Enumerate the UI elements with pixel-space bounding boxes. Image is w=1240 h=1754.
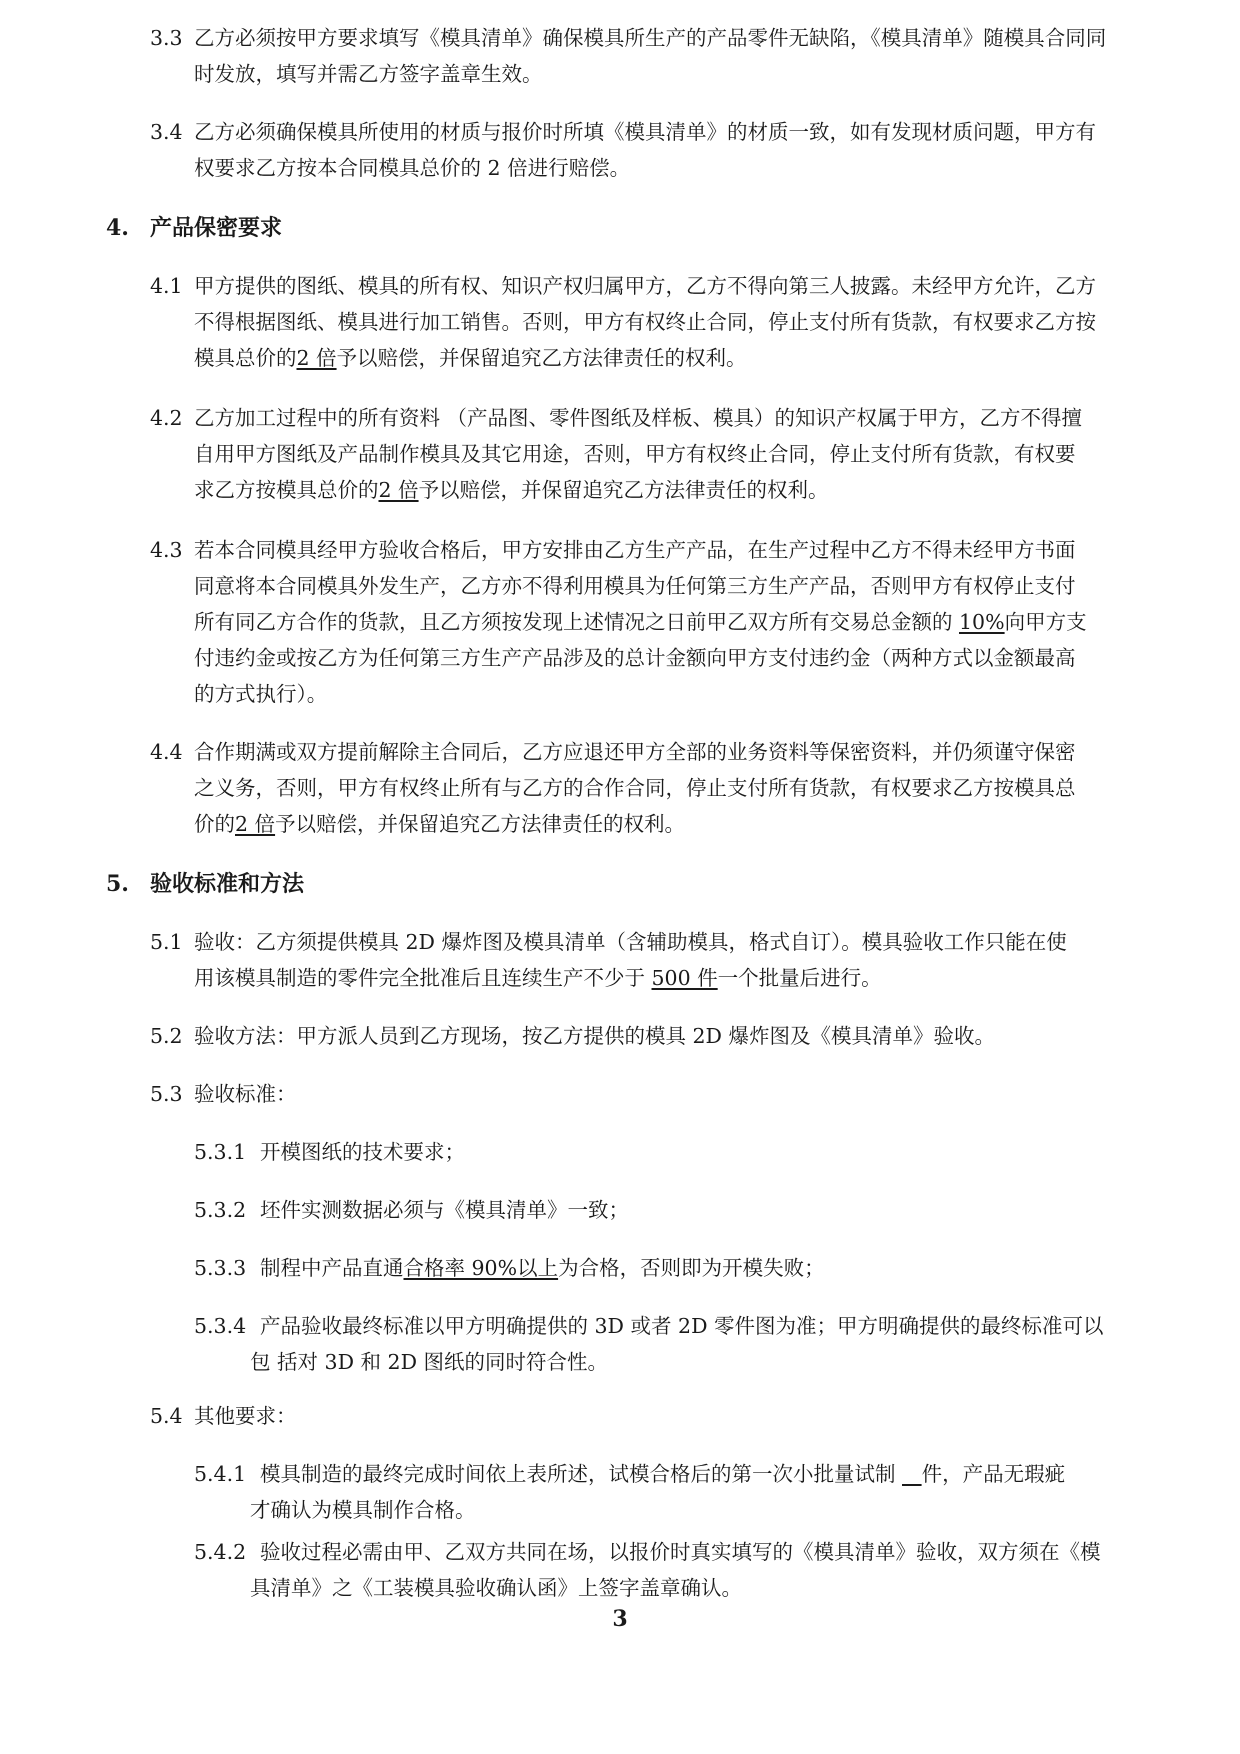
underlined-term: 合格率 90%以上: [403, 1256, 559, 1280]
section-title: 产品保密要求: [150, 215, 283, 241]
text-segment: 向甲方支: [1004, 610, 1087, 634]
clause-number: 4.4: [150, 740, 183, 764]
clause-text-line: [150, 806, 1076, 842]
clause-text-line: 不得根据图纸、模具进行加工销售。否则，甲方有权终止合同，停止支付所有货款，有权要求乙方按: [194, 310, 1096, 334]
clause-5-4-1: [194, 1456, 1065, 1528]
clause-3-4: [150, 114, 1096, 186]
clause-text-line: 其他要求：: [194, 1404, 297, 1428]
clause-number: 4.2: [150, 406, 183, 430]
clause-text-line: 的方式执行）。: [194, 682, 328, 706]
clause-text-line: 包 括对 3D 和 2D 图纸的同时符合性。: [250, 1350, 609, 1374]
text-segment: 模具制造的最终完成时间依上表所述，试模合格后的第一次小批量试制: [260, 1462, 903, 1486]
clause-text-line: 开模图纸的技术要求；: [260, 1140, 465, 1164]
clause-text-line: 自用甲方图纸及产品制作模具及其它用途，否则，甲方有权终止合同，停止支付所有货款，有权要: [194, 442, 1076, 466]
clause-text-line: [194, 1250, 825, 1286]
clause-3-3: [150, 20, 1106, 92]
clause-text-line: 同意将本合同模具外发生产，乙方亦不得利用模具为任何第三方生产产品，否则甲方有权停止支付: [194, 574, 1076, 598]
text-segment: 一个批量后进行。: [717, 966, 882, 990]
section-heading-5: [106, 866, 304, 902]
clause-text-line: 验收方法：甲方派人员到乙方现场，按乙方提供的模具 2D 爆炸图及《模具清单》验收。: [194, 1024, 996, 1048]
clause-5-3-1: [194, 1134, 465, 1170]
text-segment: 予以赔偿，并保留追究乙方法律责任的权利。: [336, 346, 747, 370]
clause-text-line: 验收过程必需由甲、乙双方共同在场，以报价时真实填写的《模具清单》验收，双方须在《模: [260, 1540, 1101, 1564]
clause-5-3-4: [194, 1308, 1104, 1380]
clause-number: 5.4: [150, 1404, 183, 1428]
clause-text-line: [150, 472, 1082, 508]
clause-text-line: 付违约金或按乙方为任何第三方生产产品涉及的总计金额向甲方支付违约金（两种方式以金额最高: [194, 646, 1076, 670]
page-number: 3: [612, 1606, 628, 1632]
clause-text-line: 乙方必须按甲方要求填写《模具清单》确保模具所生产的产品零件无缺陷，《模具清单》随模具合同同: [194, 26, 1107, 50]
text-segment: 制程中产品直通: [260, 1256, 404, 1280]
clause-text-line: 验收：乙方须提供模具 2D 爆炸图及模具清单（含辅助模具，格式自订）。模具验收工作只能在使: [194, 930, 1067, 954]
clause-4-4: [150, 734, 1076, 842]
section-heading-4: [106, 210, 282, 246]
clause-5-4: [150, 1398, 297, 1434]
clause-text-line: 乙方加工过程中的所有资料 （产品图、零件图纸及样板、模具）的知识产权属于甲方，乙方不得擅: [194, 406, 1083, 430]
clause-number: 5.4.1: [194, 1462, 247, 1486]
clause-number: 5.2: [150, 1024, 183, 1048]
clause-number: 5.4.2: [194, 1540, 247, 1564]
clause-5-2: [150, 1018, 995, 1054]
clause-text-line: 甲方提供的图纸、模具的所有权、知识产权归属甲方，乙方不得向第三人披露。未经甲方允许，乙方: [194, 274, 1096, 298]
clause-text-line: [150, 604, 1087, 640]
text-segment: 价的: [194, 812, 235, 836]
clause-number: 4.1: [150, 274, 183, 298]
clause-text-line: 坯件实测数据必须与《模具清单》一致；: [260, 1198, 629, 1222]
clause-5-1: [150, 924, 1067, 996]
clause-number: 5.3.1: [194, 1140, 247, 1164]
clause-5-3-2: [194, 1192, 629, 1228]
section-number: 4.: [106, 215, 129, 241]
text-segment: 予以赔偿，并保留追究乙方法律责任的权利。: [418, 478, 829, 502]
clause-4-2: [150, 400, 1082, 508]
underlined-term: 2 倍: [378, 478, 419, 502]
section-number: 5.: [106, 871, 129, 897]
clause-number: 5.3.2: [194, 1198, 247, 1222]
clause-4-1: [150, 268, 1096, 376]
underlined-term: 2 倍: [296, 346, 337, 370]
clause-text-line: 产品验收最终标准以甲方明确提供的 3D 或者 2D 零件图为准；甲方明确提供的最终标准可以: [260, 1314, 1104, 1338]
clause-text-line: 验收标准：: [194, 1082, 297, 1106]
clause-text-line: 若本合同模具经甲方验收合格后，甲方安排由乙方生产产品，在生产过程中乙方不得未经甲方书面: [194, 538, 1076, 562]
text-segment: 求乙方按模具总价的: [194, 478, 379, 502]
clause-number: 5.3.3: [194, 1256, 247, 1280]
text-segment: 模具总价的: [194, 346, 297, 370]
clause-text-line: [150, 960, 1067, 996]
clause-text-line: 乙方必须确保模具所使用的材质与报价时所填《模具清单》的材质一致，如有发现材质问题，甲方有: [194, 120, 1096, 144]
clause-number: 5.3: [150, 1082, 183, 1106]
clause-text-line: 具清单》之《工装模具验收确认函》上签字盖章确认。: [250, 1576, 742, 1600]
clause-text-line: [194, 1456, 1065, 1492]
text-segment: 用该模具制造的零件完全批准后且连续生产不少于: [194, 966, 652, 990]
text-segment: 为合格，否则即为开模失败；: [558, 1256, 825, 1280]
clause-5-3: [150, 1076, 297, 1112]
clause-number: 4.3: [150, 538, 183, 562]
clause-5-3-3: [194, 1250, 825, 1286]
underlined-term: 2 倍: [235, 812, 276, 836]
underlined-term: 10%: [959, 610, 1005, 634]
clause-number: 3.4: [150, 120, 183, 144]
clause-text-line: [150, 340, 1096, 376]
clause-number: 5.1: [150, 930, 183, 954]
clause-4-3: [150, 532, 1087, 712]
text-segment: 件，产品无瑕疵: [921, 1462, 1066, 1486]
text-segment: 予以赔偿，并保留追究乙方法律责任的权利。: [275, 812, 686, 836]
section-title: 验收标准和方法: [150, 871, 305, 897]
blank-quantity-field: [902, 1462, 922, 1486]
clause-number: 5.3.4: [194, 1314, 247, 1338]
clause-number: 3.3: [150, 26, 183, 50]
clause-text-line: 合作期满或双方提前解除主合同后，乙方应退还甲方全部的业务资料等保密资料，并仍须谨守保密: [194, 740, 1076, 764]
clause-text-line: 权要求乙方按本合同模具总价的 2 倍进行赔偿。: [194, 156, 631, 180]
underlined-term: 500 件: [651, 966, 718, 990]
clause-text-line: 才确认为模具制作合格。: [250, 1498, 476, 1522]
text-segment: 所有同乙方合作的货款，且乙方须按发现上述情况之日前甲乙双方所有交易总金额的: [194, 610, 960, 634]
clause-text-line: 时发放，填写并需乙方签字盖章生效。: [194, 62, 543, 86]
clause-text-line: 之义务，否则，甲方有权终止所有与乙方的合作合同，停止支付所有货款，有权要求乙方按模具总: [194, 776, 1076, 800]
clause-5-4-2: [194, 1534, 1101, 1606]
